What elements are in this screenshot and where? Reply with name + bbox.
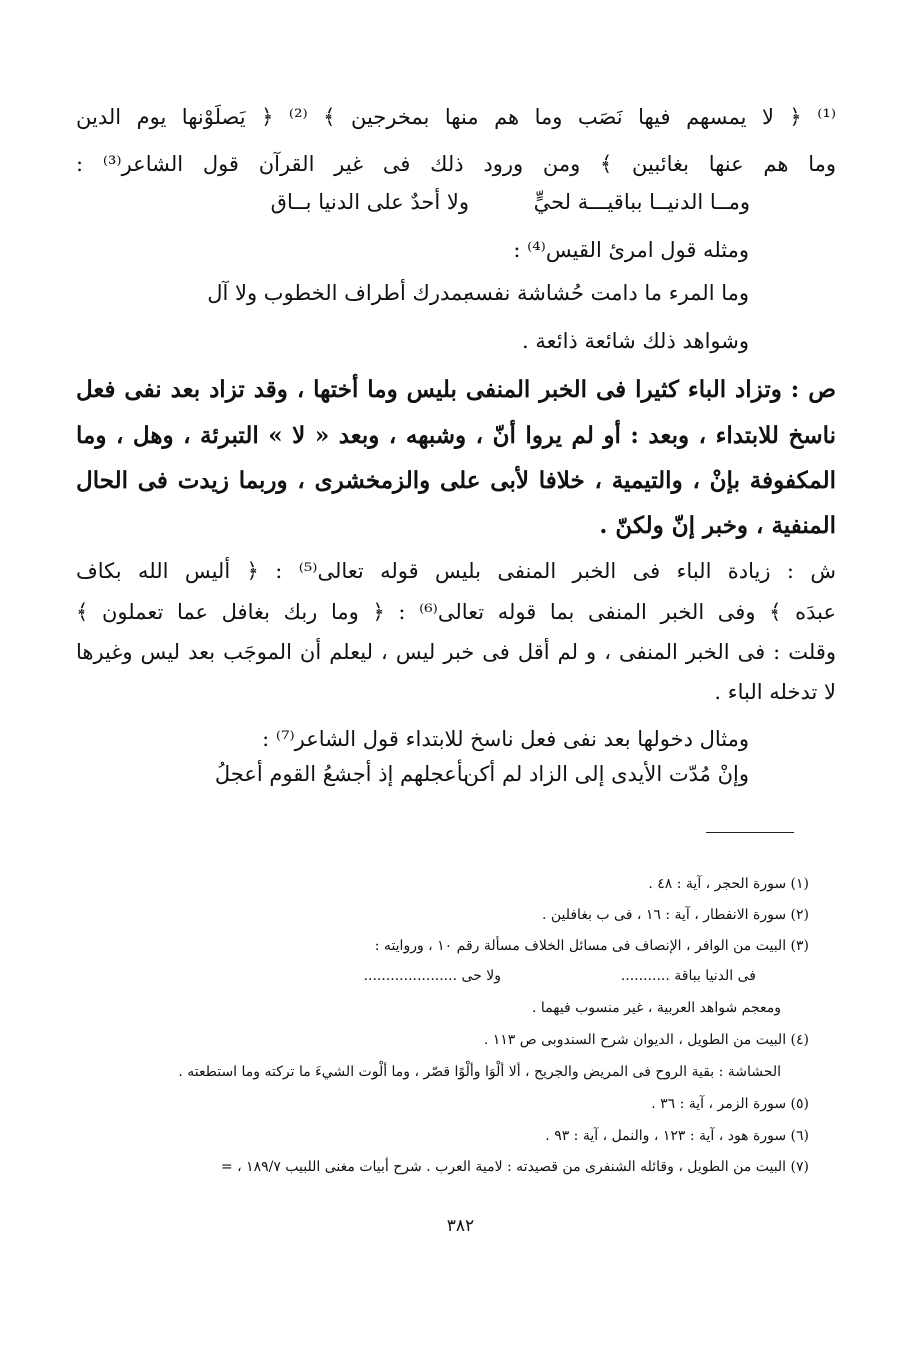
sharh-line: ش : زيادة الباء فى الخبر المنفى بليس قوله تعالى⁽⁵⁾ : ﴿ أليس الله بكاف: [76, 559, 836, 583]
matn-line: ناسخ للابتداء ، وبعد : أو لم يروا أنّ ، وشبهه ، وبعد « لا » التبرئة ، وهل ، وما: [76, 422, 836, 449]
page-number: ٣٨٢: [446, 1216, 475, 1236]
body-line: وشواهد ذلك شائعة ذائعة .: [522, 329, 749, 353]
sharh-line: لا تدخله الباء .: [714, 680, 836, 704]
footnote: (٧) البيت من الطويل ، وقائله الشنفرى من قصيدته : لامية العرب . شرح أبيات مغنى اللبيب ١٨٩/٧ ، =: [220, 1159, 809, 1175]
body-line: ومثله قول امرئ القيس⁽⁴⁾ :: [513, 238, 749, 262]
verse-first-hemistich: ومــا الدنيــا بباقيـــة لحيٍّ: [533, 190, 750, 214]
matn-line: المكفوفة بإنْ ، والتيمية ، خلافا لأبى على والزمخشرى ، وربما زيدت فى الحال: [76, 467, 836, 494]
footnote: (١) سورة الحجر ، آية : ٤٨ .: [648, 876, 809, 892]
footnote-separator: [706, 832, 794, 833]
verse-first-hemistich: وإنْ مُدّت الأيدى إلى الزاد لم أكن: [463, 762, 749, 786]
matn-line: المنفية ، وخبر إنّ ولكنّ .: [599, 512, 836, 539]
verse-second-hemistich: ولا أحدٌ على الدنيا بــاق: [270, 190, 469, 214]
body-line: وما هم عنها بغائبين ﴾ ومن ورود ذلك فى غير القرآن قول الشاعر⁽³⁾ :: [76, 152, 836, 176]
footnote: (٦) سورة هود ، آية : ١٢٣ ، والنمل ، آية : ٩٣ .: [545, 1128, 809, 1144]
footnote-verse: ولا حى .....................: [363, 968, 501, 984]
matn-line: ص : وتزاد الباء كثيرا فى الخبر المنفى بليس وما أختها ، وقد تزاد بعد نفى فعل: [76, 376, 836, 403]
footnote: (٣) البيت من الوافر ، الإنصاف فى مسائل الخلاف مسألة رقم ١٠ ، وروايته :: [374, 938, 809, 954]
footnote-verse: فى الدنيا بباقة ...........: [620, 968, 756, 984]
footnote: (٥) سورة الزمر ، آية : ٣٦ .: [651, 1096, 809, 1112]
verse-second-hemistich: بمدرك أطراف الخطوب ولا آل: [207, 281, 469, 305]
footnote: ومعجم شواهد العربية ، غير منسوب فيهما .: [532, 1000, 781, 1016]
body-line: ⁽¹⁾ ﴿ لا يمسهم فيها نَصَب وما هم منها بمخرجين ﴾ ⁽²⁾ ﴿ يَصلَوْنها يوم الدين: [76, 105, 836, 129]
footnote: (٢) سورة الانفطار ، آية : ١٦ ، فى ب بغافلين .: [541, 907, 809, 923]
body-line: ومثال دخولها بعد نفى فعل ناسخ للابتداء قول الشاعر⁽⁷⁾ :: [262, 727, 749, 751]
sharh-line: وقلت : فى الخبر المنفى ، و لم أقل فى خبر ليس ، ليعلم أن الموجَب بعد ليس وغيرها: [76, 640, 836, 664]
footnote: الحشاشة : بقية الروح فى المريض والجريح ، ألا ألْوَا وألْوًا قصّر ، وما ألْوت الشيءَ ما تركته وما استطعته .: [178, 1064, 781, 1080]
sharh-line: عبدَه ﴾ وفى الخبر المنفى بما قوله تعالى⁽⁶⁾ : ﴿ وما ربك بغافل عما تعملون ﴾: [76, 600, 836, 624]
verse-first-hemistich: وما المرء ما دامت حُشاشة نفسه: [463, 281, 749, 305]
verse-second-hemistich: بأعجلهم إذ أجشعُ القوم أعجلُ: [214, 762, 469, 786]
footnote: (٤) البيت من الطويل ، الديوان شرح السندوبى ص ١١٣ .: [483, 1032, 809, 1048]
